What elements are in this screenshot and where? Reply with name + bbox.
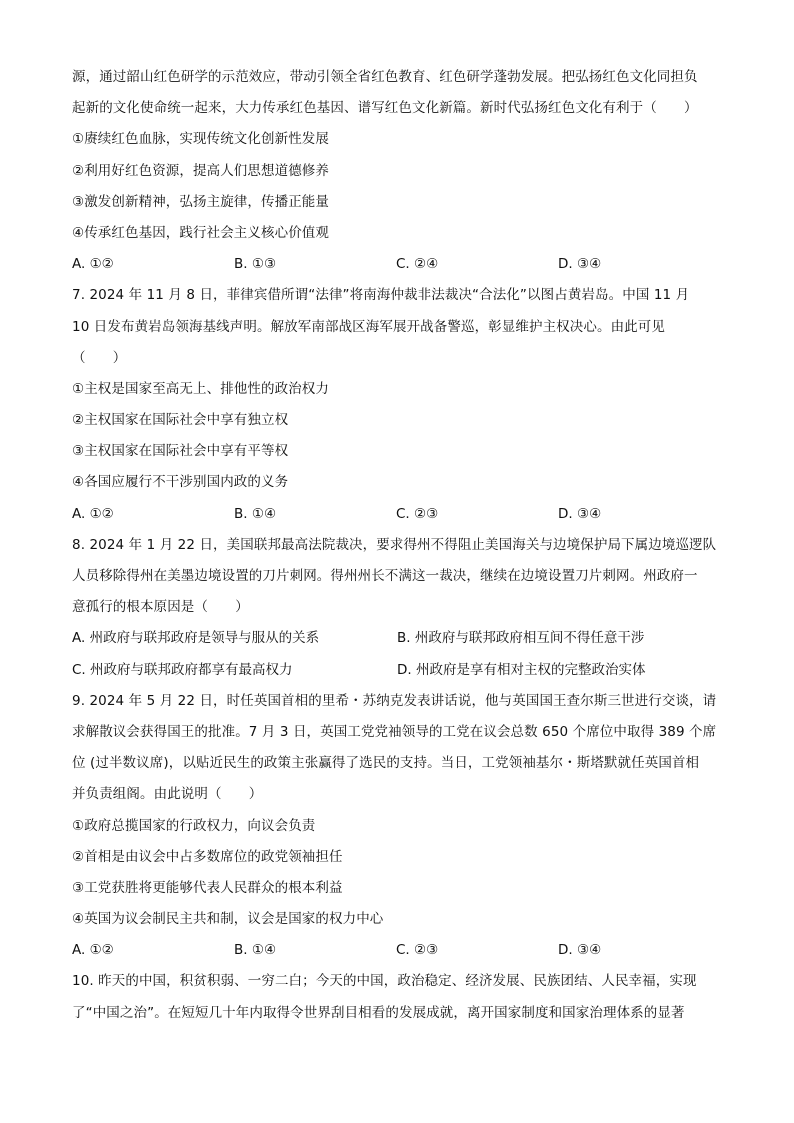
option-a: A. 州政府与联邦政府是领导与服从的关系 [72,630,320,647]
statement-item: ④英国为议会制民主共和制，议会是国家的权力中心 [72,911,384,928]
statement-item: ②首相是由议会中占多数席位的政党领袖担任 [72,848,343,865]
option-c: C. ②③ [396,942,439,959]
statement-item: ④传承红色基因，践行社会主义核心价值观 [72,224,330,241]
question-stem-line: 9. 2024 年 5 月 22 日，时任英国首相的里希・苏纳克发表讲话说，他与英国国王查尔斯三世进行交谈，请 [72,692,717,709]
question-stem-line: 起新的文化使命统一起来，大力传承红色基因、谱写红色文化新篇。新时代弘扬红色文化有利于（ ） [72,100,698,117]
question-stem-line: 了“中国之治”。在短短几十年内取得令世界刮目相看的发展成就，离开国家制度和国家治理体系的显著 [72,1004,685,1021]
exam-page [72,62,722,1029]
option-c: C. ②④ [396,256,439,273]
question-10 [72,966,722,1028]
statement-item: ③工党获胜将更能够代表人民群众的根本利益 [72,879,343,896]
statement-item: ③主权国家在国际社会中享有平等权 [72,443,289,460]
answer-options [72,499,722,530]
option-a: A. ①② [72,256,114,273]
answer-options-row [72,623,722,654]
question-stem-line: 并负责组阁。由此说明（ ） [72,786,263,803]
option-b: B. ①④ [234,505,277,522]
question-9 [72,686,722,967]
statement-item: ①政府总揽国家的行政权力，向议会负责 [72,817,316,834]
statement-item: ④各国应履行不干涉别国内政的义务 [72,474,289,491]
statement-item: ②主权国家在国际社会中享有独立权 [72,412,289,429]
question-stem-line: 10 日发布黄岩岛领海基线声明。解放军南部战区海军展开战备警巡，彰显维护主权决心。由此可见 [72,318,665,335]
statement-item: ①赓续红色血脉，实现传统文化创新性发展 [72,131,330,148]
question-stem-line: 求解散议会获得国王的批准。7 月 3 日，英国工党党袖领导的工党在议会总数 650 个席位中取得 389 个席 [72,723,717,740]
answer-options [72,935,722,966]
answer-options [72,249,722,280]
option-b: B. 州政府与联邦政府相互间不得任意干涉 [397,630,645,647]
option-c: C. 州政府与联邦政府都享有最高权力 [72,661,293,678]
option-a: A. ①② [72,505,114,522]
answer-options-row [72,655,722,686]
question-stem-line: 10. 昨天的中国，积贫积弱、一穷二白；今天的中国，政治稳定、经济发展、民族团结、人民幸福，实现 [72,973,697,990]
question-stem-line: 意孤行的根本原因是（ ） [72,599,249,616]
question-stem-line: 人员移除得州在美墨边境设置的刀片刺网。得州州长不满这一裁决，继续在边境设置刀片刺网。州政府一 [72,568,698,584]
option-d: D. ③④ [558,505,602,522]
question-stem-line: 7. 2024 年 11 月 8 日，菲律宾借所谓“法律”将南海仲裁非法裁决“合法化”以图占黄岩岛。中国 11 月 [72,287,690,304]
option-a: A. ①② [72,942,114,959]
statement-item: ③激发创新精神，弘扬主旋律，传播正能量 [72,193,330,210]
option-c: C. ②③ [396,505,439,522]
question-stem-line: 位 (过半数议席)，以贴近民生的政策主张赢得了选民的支持。当日，工党领袖基尔・斯塔默就任英国首相 [72,755,700,772]
question-7 [72,280,722,530]
option-d: D. ③④ [558,256,602,273]
option-d: D. 州政府是享有相对主权的完整政治实体 [397,661,646,678]
statement-item: ②利用好红色资源，提高人们思想道德修养 [72,162,330,179]
question-8 [72,530,722,686]
question-stem-line: （ ） [72,349,127,366]
option-d: D. ③④ [558,942,602,959]
statement-item: ①主权是国家至高无上、排他性的政治权力 [72,380,330,397]
option-b: B. ①④ [234,942,277,959]
question-6 [72,62,722,280]
question-stem-line: 8. 2024 年 1 月 22 日，美国联邦最高法院裁决，要求得州不得阻止美国海关与边境保护局下属边境巡逻队 [72,536,717,553]
option-b: B. ①③ [234,256,277,273]
question-stem-line: 源，通过韶山红色研学的示范效应，带动引领全省红色教育、红色研学蓬勃发展。把弘扬红色文化同担负 [72,69,698,85]
